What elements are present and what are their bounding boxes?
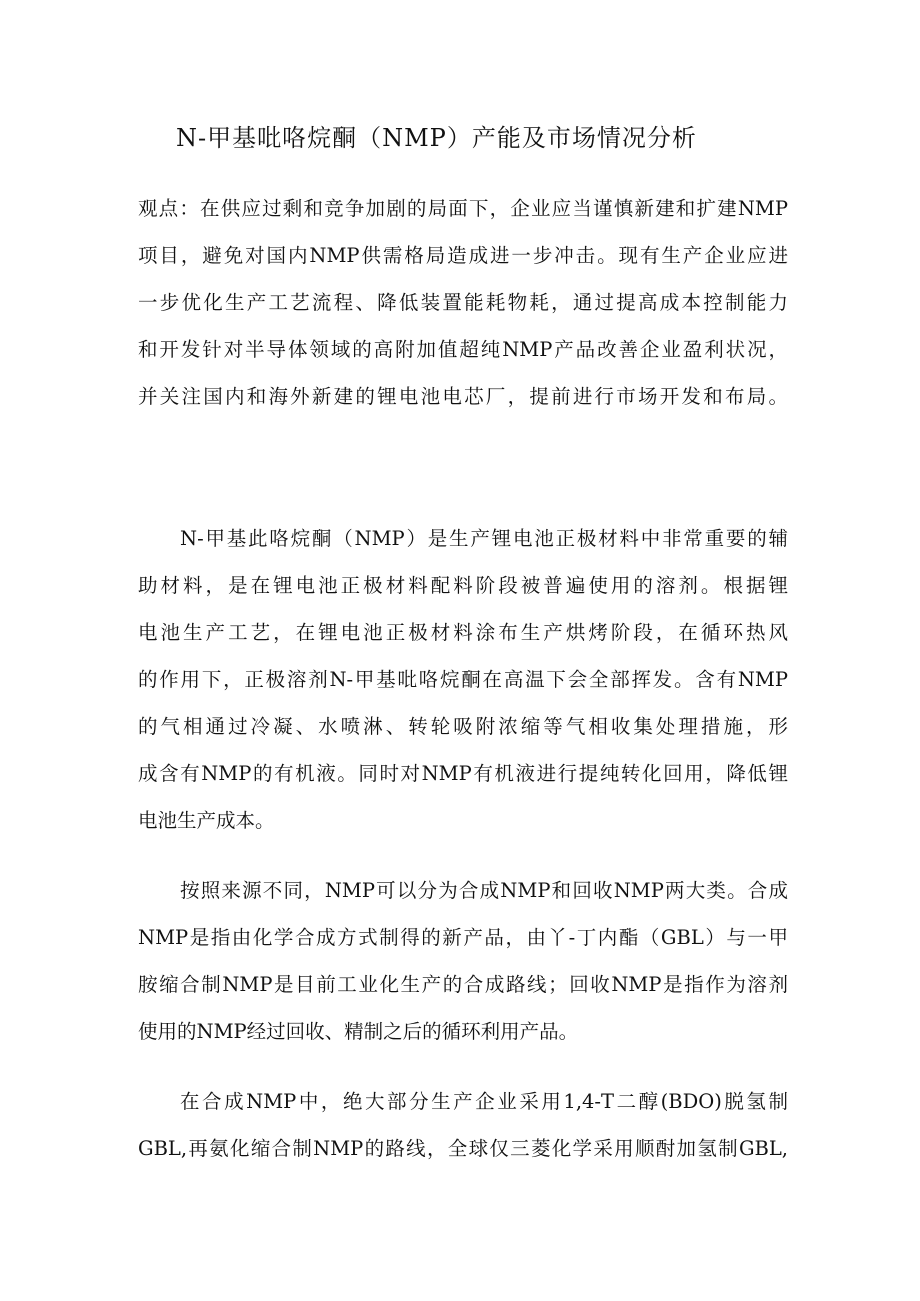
viewpoint-line: 并关注国内和海外新建的锂电池电芯厂，提前进行市场开发和布局。 [138, 385, 788, 408]
paragraph-line: GBL,再氨化缩合制NMP的路线，全球仅三菱化学采用顺酎加氢制GBL, [138, 1137, 788, 1160]
paragraph-line: 电池生产成本。 [138, 809, 275, 832]
paragraph-line: 的气相通过冷凝、水喷淋、转轮吸附浓缩等气相收集处理措施，形 [138, 715, 788, 738]
document-title: N-甲基吡咯烷酮（NMP）产能及市场情况分析 [176, 124, 697, 152]
paragraph-line: 成含有NMP的有机液。同时对NMP有机液进行提纯转化回用，降低锂 [138, 762, 788, 785]
paragraph-line: 使用的NMP经过回收、精制之后的循环利用产品。 [138, 1020, 579, 1043]
paragraph-line: 电池生产工艺，在锂电池正极材料涂布生产烘烤阶段，在循环热风 [138, 621, 788, 644]
viewpoint-line: 和开发针对半导体领域的高附加值超纯NMP产品改善企业盈利状况， [138, 338, 788, 361]
paragraph-line: 胺缩合制NMP是目前工业化生产的合成路线；回收NMP是指作为溶剂 [138, 973, 788, 996]
paragraph-line: 助材料，是在锂电池正极材料配料阶段被普遍使用的溶剂。根据锂 [138, 574, 788, 597]
viewpoint-line: 一步优化生产工艺流程、降低装置能耗物耗，通过提高成本控制能力 [138, 291, 788, 314]
paragraph-line: NMP是指由化学合成方式制得的新产品，由丫-丁内酯（GBL）与一甲 [138, 926, 788, 949]
paragraph-line: N-甲基此咯烷酮（NMP）是生产锂电池正极材料中非常重要的辅 [180, 527, 788, 550]
viewpoint-line: 观点：在供应过剩和竞争加剧的局面下，企业应当谨慎新建和扩建NMP [138, 197, 788, 220]
viewpoint-line: 项目，避免对国内NMP供需格局造成进一步冲击。现有生产企业应进 [138, 244, 788, 267]
paragraph-line: 按照来源不同，NMP可以分为合成NMP和回收NMP两大类。合成 [180, 879, 788, 902]
paragraph-line: 的作用下，正极溶剂N-甲基吡咯烷酮在高温下会全部挥发。含有NMP [138, 668, 788, 691]
paragraph-line: 在合成NMP中，绝大部分生产企业采用1,4-T二醇(BDO)脱氢制 [180, 1090, 788, 1113]
